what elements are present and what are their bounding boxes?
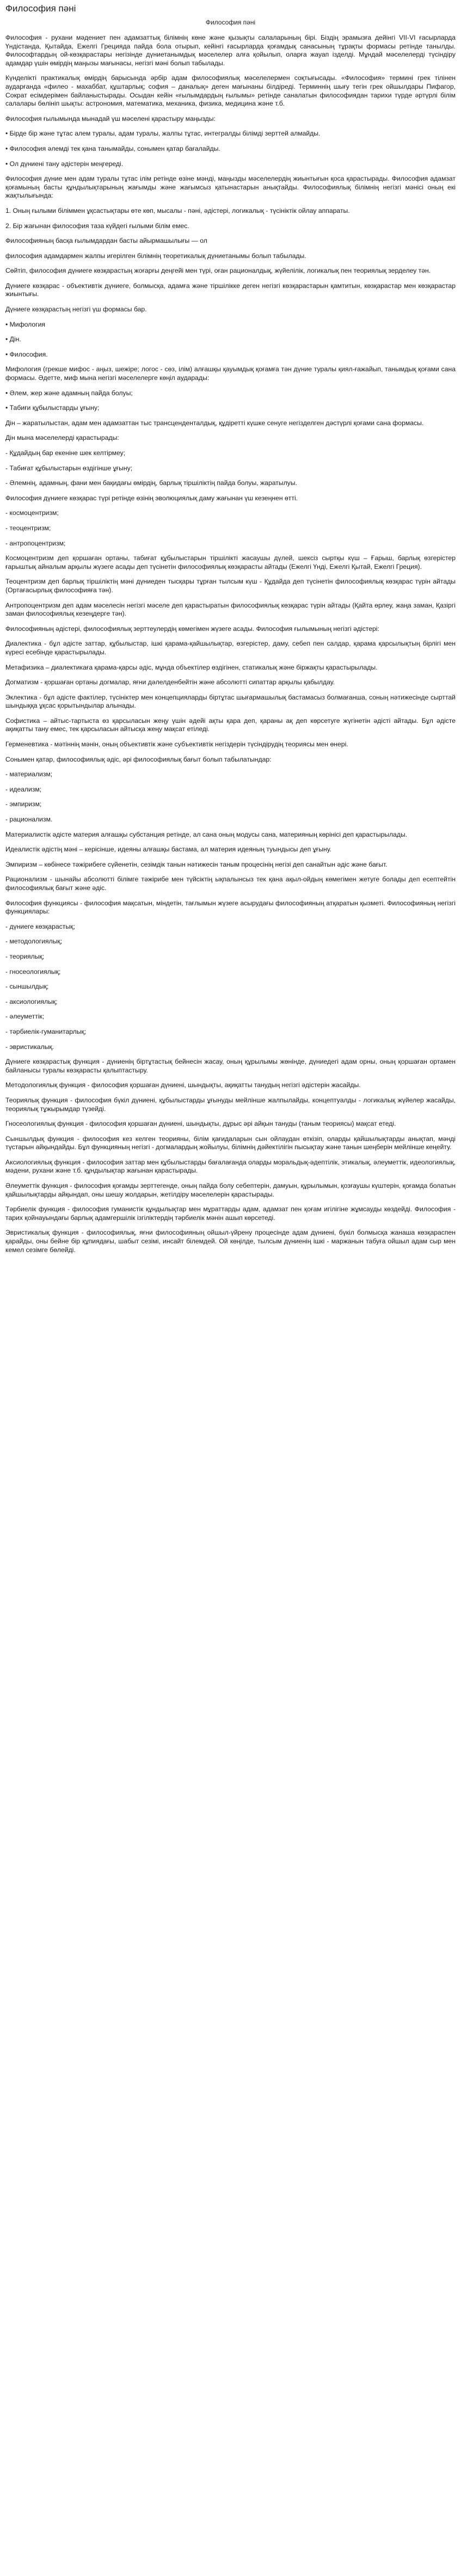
paragraph: - теоцентризм; [5,524,51,532]
paragraph: Күнделікті практикалық өмірдің барысында әрбір адам философиялық мәселелермен соқтығысады. «Философия» термині грек тілінен аударғанда «филео - махаббат, құштарлық; софия – даналық» деген мағынаны білдіреді. Терминнің шығу тегін грек ойшылдары Пифагор, Сократ есімдерімен байланыстырады. Осыдан кейін «ғылымдардың ғылымы» ретінде саналатын философиядан тарихи түрде әртүрлі білім салалары бөлініп шықты: астрономия, математика, механика, физика, медицина және т.б. [5,74,456,108]
paragraph: Философия - рухани мәдениет пен адамзаттық білімнің көне және қызықты салаларының бірі. Біздің эрамызға дейінгі VII-VI ғасырларда Үндістанда, Қытайда, Ежелгі Грецияда пайда бола отырып, кейінгі ғасырларда қоғамдық санасының тұрақты формасы ретінде танылды. Философтардың ой-көзқарастары негізінде дүниетанымдық мәселелер алға қойылып, оларға жауап ізделді. Мұндай мәселелерді түсіндіру адамдар үшін өмірдің маңызы мағынасы, негізгі мәні болып табылады. [5,34,456,67]
paragraph: Гносеологиялық функция - философия қоршаған дүниені, шындықты, дұрыс әрі айқын тануды (таным теориясы) мақсат етеді. [5,1120,396,1128]
paragraph: Мифология (грекше мифос - аңыз, шежіре; логос - сөз, ілім) алғашқы қауымдық қоғамға тән дүние туралы қиял-ғажайып, танымдық қоғами сана формасы. Әдетте, миф мына негізгі мәселелерге көңіл аударады: [5,365,456,382]
paragraph: Рационализм - шынайы абсолютті білімге тәжірибе мен түйсіктің ықпалынсыз тек қана ақыл-ойдың көмегімен жетуге болады деп есептейтін философиялық бағыт және әдіс. [5,875,456,892]
paragraph: Дүниеге көзқарастың негізгі үш формасы бар. [5,305,147,314]
paragraph: - тәрбиелік-гуманитарлық; [5,1027,87,1035]
paragraph: Материалистік әдісте материя алғашқы субстанция ретінде, ал сана оның модусы сана, материяның көрінісі деп қарастырылады. [5,830,408,838]
paragraph: • Табиғи құбылыстарды ұғыну; [5,404,100,412]
paragraph: - Құдайдың бар екеніне шек келтірмеу; [5,449,126,457]
paragraph: • Философия әлемді тек қана танымайды, сонымен қатар бағалайды. [5,144,220,152]
article-body [5,34,456,1254]
paragraph: - сыншылдық; [5,983,49,991]
paragraph: Догматизм - қоршаған ортаны догмалар, яғни дәлелденбейтін және абсолютті сипаттар арқылы қабылдау. [5,678,335,686]
paragraph: Теориялық функция - философия бүкіл дүниені, құбылыстарды ұғынуды мейлінше жалпылайды, концептуалды - логикалық жүйелер жасайды, теориялық тұжырымдар түзейді. [5,1096,456,1113]
paragraph: Философияның әдістері, философиялық зерттеулердің көмегімен жүзеге асады. Философия ғылымының негізгі әдістері: [5,624,379,633]
paragraph: - рационализм. [5,815,53,824]
paragraph: Философия дүниеге көзқарас түрі ретінде өзінің эволюциялық даму жағынан үш кезеңнен өтті. [5,494,298,502]
paragraph: - материализм; [5,770,53,778]
paragraph: Дүниеге көзқарастық функция - дүниенің біртұтастық бейнесін жасау, оның құрылымы жөнінде, дүниедегі адам орны, оның қоршаған ортамен байланысы туралы көзқарасты қалыптастыру. [5,1058,456,1074]
paragraph: - теориялық; [5,952,45,960]
paragraph: Космоцентризм деп қоршаған ортаны, табиғат құбылыстарын тіршілікті жасаушы дүлей, шексіз сыртқы күш – Ғарыш, барлық өзгерістер ғарыштық айналым арқылы жүзеге асады деп түсінетін философиялық көзқарасты айтады (Ежелгі Үнді, Ежелгі Қытай, Ежелгі Греция). [5,554,456,571]
paragraph: - эвристикалық. [5,1042,54,1051]
paragraph: философия адамдармен жалпы игерілген білімнің теоретикалық дүниетанымы болып табылады. [5,252,306,260]
paragraph: • Бірде бір және тұтас алем туралы, адам туралы, жалпы тұтас, интегралды білімді зерттей алмайды. [5,130,321,138]
paragraph: Аксиологиялық функция - философия заттар мен құбылыстарды бағалағанда оларды моральдық-әдептілік, этикалық, әлеуметтік, идеологиялық, мәдени, рухани және т.б. құндылықтар жағынан қарастырады. [5,1158,456,1175]
paragraph: Антропоцентризм деп адам мәселесін негізгі мәселе деп қарастыратын философиялық көзқарас түрін айтады (Қайта өрлеу, жаңа заман, Қазіргі заман философиялық кезеңдерге тән). [5,601,456,618]
paragraph: Методологиялық функция - философия қоршаған дүниені, шындықты, ақиқатты танудың негізгі әдістерін жасайды. [5,1081,361,1089]
paragraph: Философия дүние мен адам туралы тұтас ілім ретінде өзіне мәнді, маңызды мәселелердің жиынтығын қоса қарастырады. Философия адамзат қоғамының басты құндылықтарының жағымды және жағымсыз қатынастарын анықтайды. Философиялық білімнің негізгі мәнісі оның екі жақтылығында: [5,175,456,200]
page-subtitle: Философия пәні [205,19,256,26]
paragraph: - дүниеге көзқарастық; [5,922,75,930]
paragraph: Сөйтіп, философия дүниеге көзқарастың жоғарғы деңгейі мен түрі, оған рационалдық, жүйелілік, логикалық пен теориялық зерделеу тән. [5,267,431,275]
paragraph: - аксиологиялық; [5,997,58,1005]
paragraph: 2. Бір жағынан философия таза күйдегі ғылыми білім емес. [5,222,189,230]
paragraph: 1. Оның ғылыми біліммен ұқсастықтары өте көп, мысалы - пәні, әдістері, логикалық - түсініктік ойлау аппараты. [5,206,350,214]
paragraph: Метафизика – диалектикаға қарама-қарсы әдіс, мұнда объектілер өздігінен, статикалық және біржақты қарастырылады. [5,663,378,671]
paragraph: Теоцентризм деп барлық тіршіліктің мәні дүниеден тысқары тұрған тылсым күш - Құдайда деп түсінетін философиялық көзқарас түрін айтады (Ортағасырлық философияға тән). [5,578,456,594]
paragraph: Дін мына мәселелерді қарастырады: [5,434,119,442]
paragraph: Диалектика - бұл әдісте заттар, құбылыстар, ішкі қарама-қайшылықтар, өзгерістер, даму, себеп пен салдар, қарама қарсылықтың бірлігі мен күресі есебінде қарастырылады. [5,640,456,656]
paragraph: Философия функциясы - философия мақсатын, міндетін, тағлымын жүзеге асырудағы философияның атқаратын қызметі. Философияның негізгі функциялары: [5,899,456,916]
paragraph: - Әлемнің, адамның, фани мен бақидағы өмірдің, барлық тіршіліктің пайда болуы, жаратылуы. [5,479,297,487]
paragraph: Әлеуметтік функция - философия қоғамды зерттегенде, оның пайда болу себептерін, дамуын, құрылымын, қозғаушы күштерін, қоғамда болатын қайшылықтарды айқындап, оны шешу жолдарын, жетілдіру мәселелерін қарастырады. [5,1182,456,1198]
paragraph: - Табиғат құбылыстарын өздігінше ұғыну; [5,464,133,472]
paragraph: - әлеуметтік; [5,1013,45,1021]
paragraph: - методологиялық; [5,937,63,946]
paragraph: • Ол дүниені тану әдістерін меңгереді. [5,160,124,168]
paragraph: Философия ғылымында мынадай үш мәселені қарастыру маңызды: [5,114,216,122]
paragraph: Тәрбиелік функция - философия гуманистік құндылықтар мен мұраттарды адам, адамзат пен қоғам игілігіне жұмсауды көздейді. Философия - тарих қойнауындағы барлық адамгершілік ізгіліктердің тәрбиелік мәнін ашып көрсетеді. [5,1205,456,1222]
paragraph: Дүниеге көзқарас - объективтік дүниеге, болмысқа, адамға және тіршілікке деген негізгі көзқарастарын қамтитын, көзқарастар мен көзқарастар жиынтығы. [5,281,456,298]
paragraph: • Әлем, жер және адамның пайда болуы; [5,389,133,397]
paragraph: Сыншылдық функция - философия кез келген теорияны, білім қағидаларын сын ойлаудан өткізіп, оларды қайшылықтарды анықтап, мәнді түстарын айқындайды. Бұл функцияның негізгі - догмалардың жойылуы, білімнің дәйектілігін пысықтау және танын шеңберін мейлінше кеңейту. [5,1134,456,1151]
paragraph: - эмпиризм; [5,800,42,808]
paragraph: - антропоцентризм; [5,539,66,547]
document-page [0,0,461,1268]
paragraph: Софистика – айтыс-тартыста өз қарсыласын жеңу үшін әдейі ақты қара деп, қараны ақ деп көрсетуге жүгінетін әдісті айтады. Бұл әдісте ақиқатты тану емес, тек қарсыласын айтысқа жеңу мақсат етіледі. [5,716,456,733]
paragraph: - гносеологиялық; [5,967,61,976]
paragraph: • Дін. [5,335,21,344]
paragraph: Философияның басқа ғылымдардан басты айырмашылығы — ол [5,237,207,245]
paragraph: Дін – жаратылыстан, адам мен адамзаттан тыс трансценденталдық, құдіретті күшке сенуге негізделген дәстүрлі қоғами сана формасы. [5,419,424,427]
paragraph: - космоцентризм; [5,509,59,517]
paragraph: Идеалистік әдістің мәні – керісінше, идеяны алғашқы бастама, ал материя идеяның туындысы деп ұғыну. [5,845,331,854]
paragraph: Эвристикалық функция - философиялық, яғни философияның ойшыл-үйрену процесінде адам дүниені, бүкіл болмысқа жанаша көзқараспен қарайды, оны бейне бір құпиядағы, шабыт сезімі, инсайт білемдей. Ой көңілде, тылсым дүниенің ішкі - маржанын табуға ойшыл адам сыр мен кемел сезімге бөлейді. [5,1229,456,1254]
paragraph: Герменевтика - мәтіннің мәнін, оның объективтік және субъективтік негіздерін түсіндірудің теориясы мен өнері. [5,740,348,749]
paragraph: • Мифология [5,320,46,328]
page-title: Философия пәні [5,3,76,14]
paragraph: Сонымен қатар, философиялық әдіс, әрі философиялық бағыт болып табылатындар: [5,755,272,763]
paragraph: - идеализм; [5,785,42,793]
paragraph: Эмпиризм – көбінесе тәжірибеге сүйенетін, сезімдік танын нәтижесін таным процесінің негізі деп санайтын әдіс және бағыт. [5,860,388,868]
paragraph: • Философия. [5,350,48,358]
paragraph: Эклектика - бұл әдісте фактілер, түсініктер мен концепцияларды біртұтас шығармашылық бастамасыз болмағанша, соның нәтижесінде сырттай шындыққа ұқсас қорытындылар алынады. [5,693,456,710]
